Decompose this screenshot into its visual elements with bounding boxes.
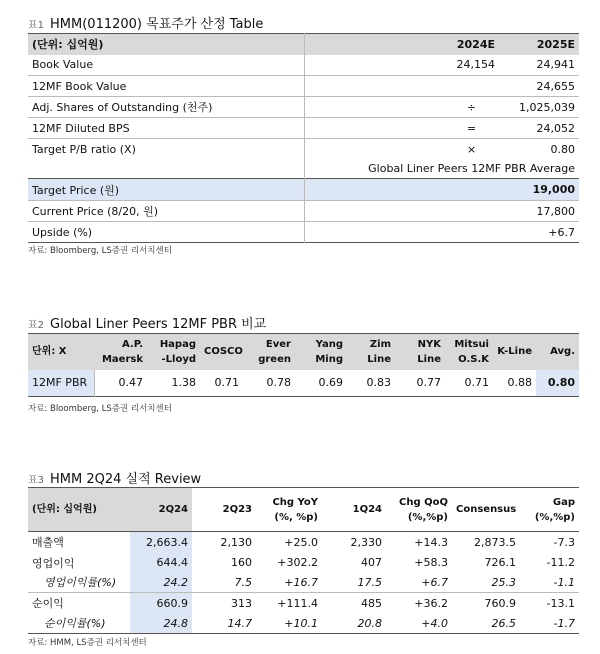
pbr-row-label: 12MF PBR	[28, 370, 94, 397]
col-hapag-lloyd: Hapag -Lloyd	[147, 334, 200, 370]
value-2q24: 24.8	[130, 614, 192, 634]
table3-row-operating-margin	[28, 573, 579, 593]
table3-title: HMM 2Q24 실적 Review	[50, 472, 202, 487]
value-1q24: 17.5	[357, 575, 382, 589]
table1-col-2024e: 2024E	[304, 34, 499, 55]
table1-unit: (단위: 십억원)	[28, 34, 304, 55]
table1-note-row	[28, 160, 579, 179]
value-gap: -1.1	[553, 575, 575, 589]
table1-header-row	[28, 34, 579, 55]
current-price-value: 17,800	[536, 204, 576, 218]
value-2q23: 7.5	[234, 575, 252, 589]
value-consensus: 2,873.5	[474, 535, 516, 549]
table3-row-revenue	[28, 532, 579, 553]
table2-pbr-row	[28, 370, 579, 397]
value-2q24: 660.9	[130, 593, 192, 614]
pbr-value: 0.47	[118, 376, 143, 390]
col-k-line: K-Line	[493, 334, 536, 370]
row-label: 영업이익률(%)	[44, 576, 117, 590]
pbr-value: 0.71	[464, 376, 489, 390]
col-evergreen: Ever green	[243, 334, 295, 370]
col-zim-line: Zim Line	[347, 334, 395, 370]
table2-number: 표2	[28, 320, 45, 331]
value-yoy: +16.7	[284, 575, 318, 589]
table2-title: Global Liner Peers 12MF PBR 비교	[50, 317, 267, 332]
row-label: 12MF Book Value	[28, 76, 304, 97]
pbr-value: 0.69	[318, 376, 343, 390]
value-2q24: 2,663.4	[130, 532, 192, 553]
table3-earnings-review	[28, 487, 579, 634]
value-consensus: 760.9	[484, 596, 516, 610]
value-gap: -11.2	[546, 556, 575, 569]
table2-source: 자료: Bloomberg, LS증권 리서치센터	[28, 404, 172, 414]
table1-note: Global Liner Peers 12MF PBR Average	[368, 162, 576, 176]
value-gap: -13.1	[546, 596, 575, 610]
value-qoq: +4.0	[421, 616, 448, 630]
value-consensus: 26.5	[491, 616, 516, 630]
value-2025e: 24,655	[536, 79, 576, 93]
value-1q24: 407	[361, 556, 382, 569]
row-label: Target P/B ratio (X)	[28, 139, 304, 160]
col-nyk-line: NYK Line	[395, 334, 445, 370]
value-consensus: 726.1	[484, 556, 516, 569]
table2-unit: 단위: X	[28, 334, 94, 370]
value-2q23: 14.7	[227, 616, 252, 630]
row-label: 영업이익	[32, 556, 75, 570]
value-2024e: 24,154	[456, 58, 496, 72]
table1-row	[28, 118, 579, 139]
value-yoy: +25.0	[284, 535, 318, 549]
table1-title: HMM(011200) 목표주가 산정 Table	[50, 17, 264, 32]
value-2q24: 24.2	[130, 573, 192, 593]
value-qoq: +14.3	[414, 535, 448, 549]
col-2q23: 2Q23	[222, 504, 252, 515]
table3-number: 표3	[28, 475, 45, 486]
pbr-value: 0.83	[366, 376, 391, 390]
row-label: 12MF Diluted BPS	[28, 118, 304, 139]
table3-source: 자료: HMM, LS증권 리서치센터	[28, 638, 147, 648]
table1-source: 자료: Bloomberg, LS증권 리서치센터	[28, 246, 172, 256]
row-label: 순이익	[32, 597, 64, 611]
current-price-label: Current Price (8/20, 원)	[28, 201, 304, 222]
pbr-value: 0.77	[416, 376, 441, 390]
value-qoq: +58.3	[414, 556, 448, 569]
col-average: Avg.	[536, 334, 579, 370]
table3-row-net-margin	[28, 614, 579, 634]
value-2025e: 0.80	[550, 142, 576, 156]
upside-label: Upside (%)	[28, 222, 304, 243]
target-price-value: 19,000	[499, 179, 579, 201]
table2-header-row	[28, 334, 579, 370]
value-yoy: +302.2	[277, 556, 318, 569]
table3-row-net-income	[28, 593, 579, 614]
value-gap: -7.3	[553, 535, 575, 549]
col-yang-ming: Yang Ming	[295, 334, 347, 370]
value-qoq: +6.7	[421, 575, 448, 589]
target-price-label: Target Price (원)	[28, 179, 304, 201]
table1-current-row	[28, 201, 579, 222]
value-yoy: +111.4	[277, 596, 318, 610]
table3-header-row	[28, 488, 579, 532]
value-2025e: 1,025,039	[519, 100, 576, 114]
col-1q24: 1Q24	[352, 504, 382, 515]
value-1q24: 20.8	[357, 616, 382, 630]
value-consensus: 25.3	[491, 575, 516, 589]
table2-peer-pbr	[28, 333, 579, 397]
value-2024e	[304, 76, 499, 97]
value-yoy: +10.1	[284, 616, 318, 630]
table1-upside-row	[28, 222, 579, 243]
col-mitsui-osk: Mitsui O.S.K	[445, 334, 493, 370]
col-2q24: 2Q24	[130, 488, 192, 532]
value-2q24: 644.4	[130, 553, 192, 573]
pbr-value: 0.88	[507, 376, 532, 390]
table1-number: 표1	[28, 20, 45, 31]
table1-target-row	[28, 179, 579, 201]
table1-row	[28, 76, 579, 97]
table1-caption	[28, 13, 263, 32]
table3-caption	[28, 468, 201, 487]
pbr-value: 1.38	[171, 376, 196, 390]
table3-row-operating-profit	[28, 553, 579, 573]
row-label: 매출액	[32, 536, 64, 550]
operator-equals: =	[466, 121, 477, 135]
row-label: Book Value	[28, 55, 304, 76]
operator-divide: ÷	[466, 100, 477, 114]
col-consensus: Consensus	[456, 504, 517, 515]
col-cosco: COSCO	[200, 334, 243, 370]
value-2q23: 2,130	[220, 535, 252, 549]
table1-row	[28, 139, 579, 160]
row-label: Adj. Shares of Outstanding (천주)	[28, 97, 304, 118]
value-1q24: 485	[361, 596, 382, 610]
table2-caption	[28, 313, 266, 332]
table1-row	[28, 55, 579, 76]
value-2025e: 24,052	[536, 121, 576, 135]
table3-unit: (단위: 십억원)	[28, 488, 130, 532]
col-chg-yoy: Chg YoY (%, %p)	[272, 496, 318, 523]
pbr-value: 0.78	[266, 376, 291, 390]
row-label: 순이익률(%)	[44, 617, 106, 631]
operator-multiply: ×	[466, 142, 477, 156]
col-chg-qoq: Chg QoQ (%,%p)	[399, 496, 448, 523]
value-2025e: 24,941	[536, 58, 576, 72]
table1-row	[28, 97, 579, 118]
col-maersk: A.P. Maersk	[94, 334, 147, 370]
col-gap: Gap (%,%p)	[534, 496, 575, 523]
upside-value: +6.7	[548, 225, 576, 239]
table1-target-price	[28, 33, 579, 243]
value-2q23: 313	[231, 596, 252, 610]
value-2q23: 160	[231, 556, 252, 569]
pbr-average-value: 0.80	[536, 370, 579, 397]
value-1q24: 2,330	[350, 535, 382, 549]
value-gap: -1.7	[553, 616, 575, 630]
table1-col-2025e: 2025E	[499, 34, 579, 55]
pbr-value: 0.71	[214, 376, 239, 390]
value-qoq: +36.2	[414, 596, 448, 610]
